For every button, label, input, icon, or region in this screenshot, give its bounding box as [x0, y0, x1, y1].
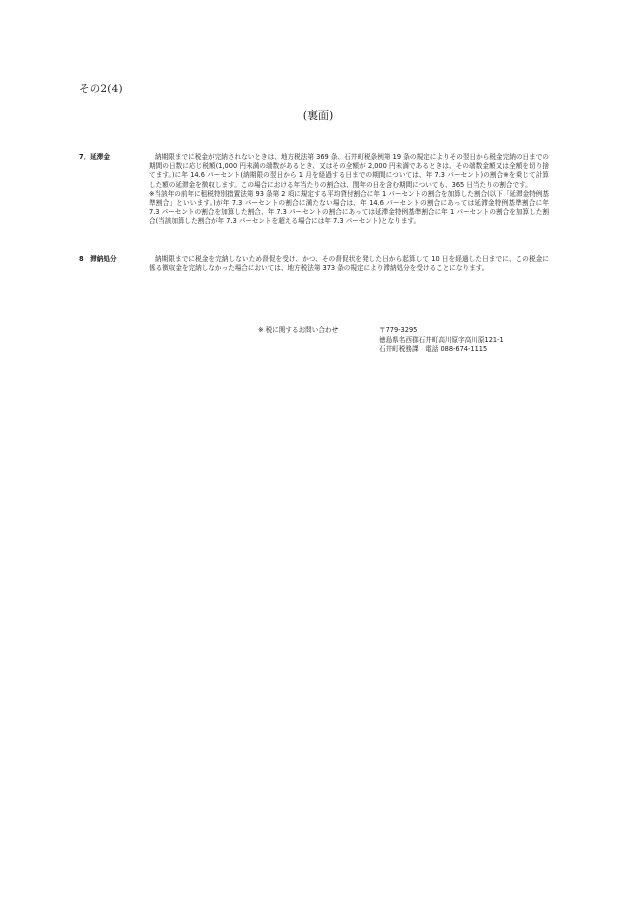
- section-paragraph: 納期限までに税金を完納しないため督促を受け、かつ、その督促状を発した日から起算して 10 日を経過した日までに、この税金に係る徴収金を完納しなかった場合においては、地方税法第 373 条の規定により滞納処分を受けることになります。: [149, 255, 549, 273]
- contact-office-phone: 石井町税務課 電話 088-674-1115: [379, 345, 488, 354]
- section-body: [149, 153, 549, 227]
- section-heading: 7．延滞金: [79, 153, 110, 161]
- section-heading: 8 滞納処分: [79, 255, 117, 263]
- section-paragraph: 納期限までに税金が完納されないときは、地方税法第 369 条、石井町税条例第 19 条の規定によりその翌日から税金完納の日までの期間の日数に応じ税額(1,000 円未満の端数があるとき、又はその全額が 2,000 円未満であるときは、その端数金額又は全額を切り捨てます。)に年 14.6 パーセント(納期限の翌日から 1 月を経過する日までの期間については、年 7.3 パーセント)の割合※を乗じて計算した額の延滞金を徴収します。この場合における年当たりの割合は、閏年の日を含む期間についても、365 日当たりの割合です。: [149, 153, 549, 189]
- contact-label: ※ 税に関するお問い合わせ: [258, 326, 339, 334]
- section-body: [149, 255, 549, 273]
- section-note: ※当該年の前年に租税特別措置法第 93 条第 2 項に規定する平均貸付割合に年 1 パーセントの割合を加算した割合(以下「延滞金特例基準割合」といいます。)が年 7.3 パーセントの割合に満たない場合は、年 14.6 パーセントの割合にあっては延滞金特例基準割合に年 7.3 パーセントの割合を加算した割合、年 7.3 パーセントの割合にあっては延滞金特例基準割合に年 1 パーセントの割合を加算した割合(当該加算した割合が年 7.3 パーセントを超える場合には年 7.3 パーセント)となります。: [149, 189, 549, 226]
- subtitle-text: (裏面): [302, 109, 334, 122]
- document-subtitle: [0, 107, 630, 123]
- document-label: その2(4): [79, 83, 123, 95]
- contact-address: 徳島県名西郡石井町高川原字高川原121-1: [379, 335, 504, 344]
- contact-postal-code: 〒779-3295: [379, 326, 418, 334]
- contact-details: [379, 326, 504, 355]
